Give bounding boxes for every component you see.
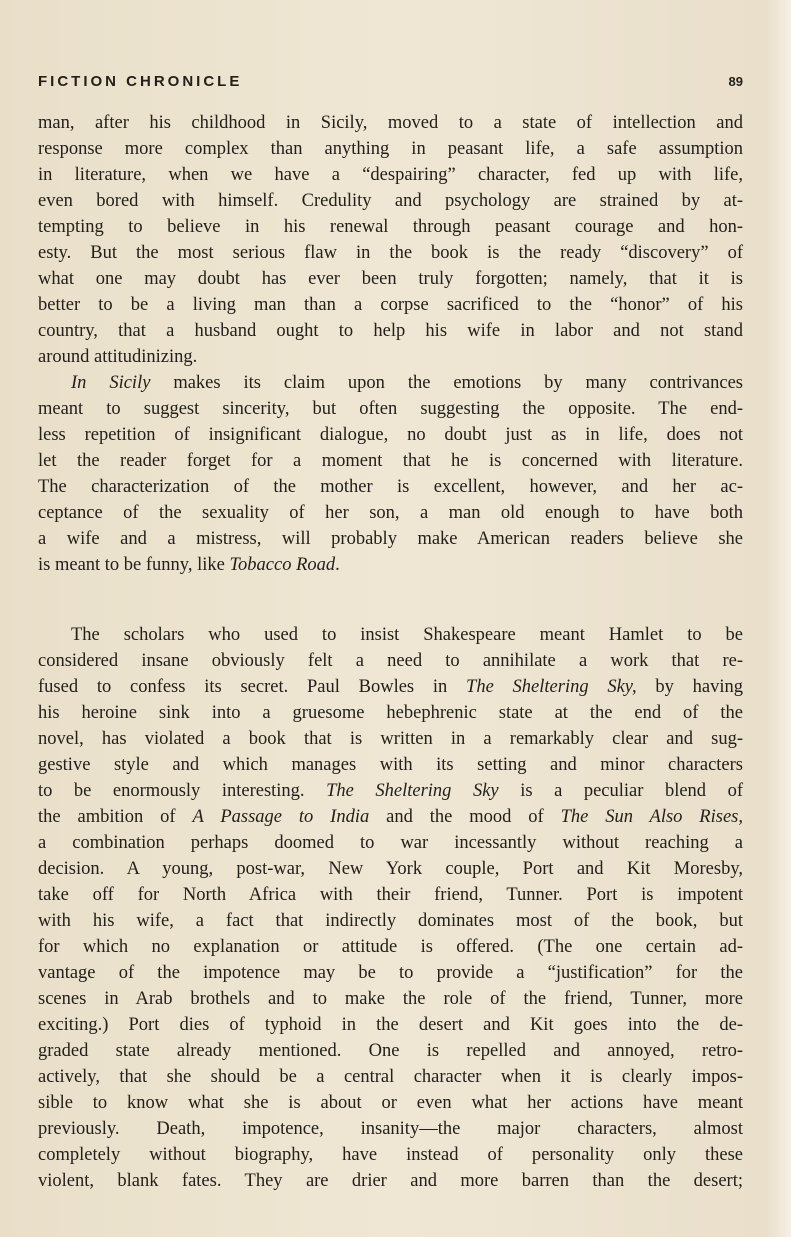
- text-run: .: [335, 555, 340, 575]
- text-line: better to be a living man than a corpse sacrificed to the “honor” of his: [38, 295, 743, 315]
- text-line: his heroine sink into a gruesome hebephrenic state at the end of the: [38, 703, 743, 723]
- text-line: completely without biography, have instead of personality only these: [38, 1145, 743, 1165]
- paragraph-2: [38, 370, 743, 578]
- book-title: The Sun Also Rises,: [560, 807, 743, 827]
- book-title: A Passage to India: [192, 807, 370, 827]
- text-run: makes its claim upon the emotions by many contrivances: [150, 373, 743, 393]
- text-run: and the mood of: [369, 807, 561, 827]
- text-line: previously. Death, impotence, insanity—the major characters, almost: [38, 1119, 743, 1139]
- text-run: to be enormously interesting.: [38, 781, 327, 801]
- text-run: is a peculiar blend of: [498, 781, 744, 801]
- running-head: FICTION CHRONICLE: [38, 73, 243, 90]
- text-line: esty. But the most serious flaw in the book is the ready “discovery” of: [38, 243, 743, 263]
- text-line: sible to know what she is about or even what her actions have meant: [38, 1093, 743, 1113]
- text-line: response more complex than anything in peasant life, a safe assumption: [38, 139, 743, 159]
- text-line: novel, has violated a book that is written in a remarkably clear and sug-: [38, 729, 743, 749]
- text-line: less repetition of insignificant dialogue, no doubt just as in life, does not: [38, 425, 743, 445]
- page-header: [38, 73, 743, 90]
- text-line: for which no explanation or attitude is offered. (The one certain ad-: [38, 937, 743, 957]
- text-line: let the reader forget for a moment that he is concerned with literature.: [38, 451, 743, 471]
- paragraph-3: [38, 622, 743, 1194]
- text-line: in literature, when we have a “despairing” character, fed up with life,: [38, 165, 743, 185]
- text-line: actively, that she should be a central character when it is clearly impos-: [38, 1067, 743, 1087]
- page-body: [38, 110, 743, 1194]
- text-line: scenes in Arab brothels and to make the role of the friend, Tunner, more: [38, 989, 743, 1009]
- page-number: 89: [728, 74, 743, 89]
- text-line: [38, 552, 743, 578]
- text-line: what one may doubt has ever been truly forgotten; namely, that it is: [38, 269, 743, 289]
- text-line: violent, blank fates. They are drier and more barren than the desert;: [38, 1171, 743, 1191]
- paragraph-1: [38, 110, 743, 370]
- book-title: The Sheltering Sky,: [466, 677, 637, 697]
- text-line: man, after his childhood in Sicily, moved to a state of intellection and: [38, 113, 743, 133]
- text-line: [38, 778, 743, 804]
- text-line: a wife and a mistress, will probably make American readers believe she: [38, 529, 743, 549]
- text-line: [38, 674, 743, 700]
- text-line: vantage of the impotence may be to provide a “justification” for the: [38, 963, 743, 983]
- text-line: meant to suggest sincerity, but often suggesting the opposite. The end-: [38, 399, 743, 419]
- text-line: graded state already mentioned. One is repelled and annoyed, retro-: [38, 1041, 743, 1061]
- text-run: by having: [636, 677, 743, 697]
- section-break: [38, 578, 743, 622]
- text-line: country, that a husband ought to help his wife in labor and not stand: [38, 321, 743, 341]
- text-run: fused to confess its secret. Paul Bowles in: [38, 677, 467, 697]
- text-line: ceptance of the sexuality of her son, a man old enough to have both: [38, 503, 743, 523]
- text-line: gestive style and which manages with its setting and minor characters: [38, 755, 743, 775]
- text-line: tempting to believe in his renewal through peasant courage and hon-: [38, 217, 743, 237]
- book-title: The Sheltering Sky: [326, 781, 499, 801]
- text-run: the ambition of: [38, 807, 193, 827]
- text-line: a combination perhaps doomed to war incessantly without reaching a: [38, 833, 743, 853]
- text-line: take off for North Africa with their friend, Tunner. Port is impotent: [38, 885, 743, 905]
- text-line: around attitudinizing.: [38, 347, 198, 367]
- text-line: even bored with himself. Credulity and psychology are strained by at-: [38, 191, 743, 211]
- text-line: The characterization of the mother is excellent, however, and her ac-: [38, 477, 743, 497]
- text-line: considered insane obviously felt a need to annihilate a work that re-: [38, 651, 743, 671]
- text-line: [38, 804, 743, 830]
- text-line: The scholars who used to insist Shakespeare meant Hamlet to be: [71, 625, 743, 645]
- text-run: is meant to be funny, like: [38, 555, 230, 575]
- text-line: [38, 370, 743, 396]
- text-line: decision. A young, post-war, New York couple, Port and Kit Moresby,: [38, 859, 743, 879]
- book-title: Tobacco Road: [229, 555, 336, 575]
- text-line: exciting.) Port dies of typhoid in the desert and Kit goes into the de-: [38, 1015, 743, 1035]
- text-line: with his wife, a fact that indirectly dominates most of the book, but: [38, 911, 743, 931]
- book-title: In Sicily: [71, 373, 151, 393]
